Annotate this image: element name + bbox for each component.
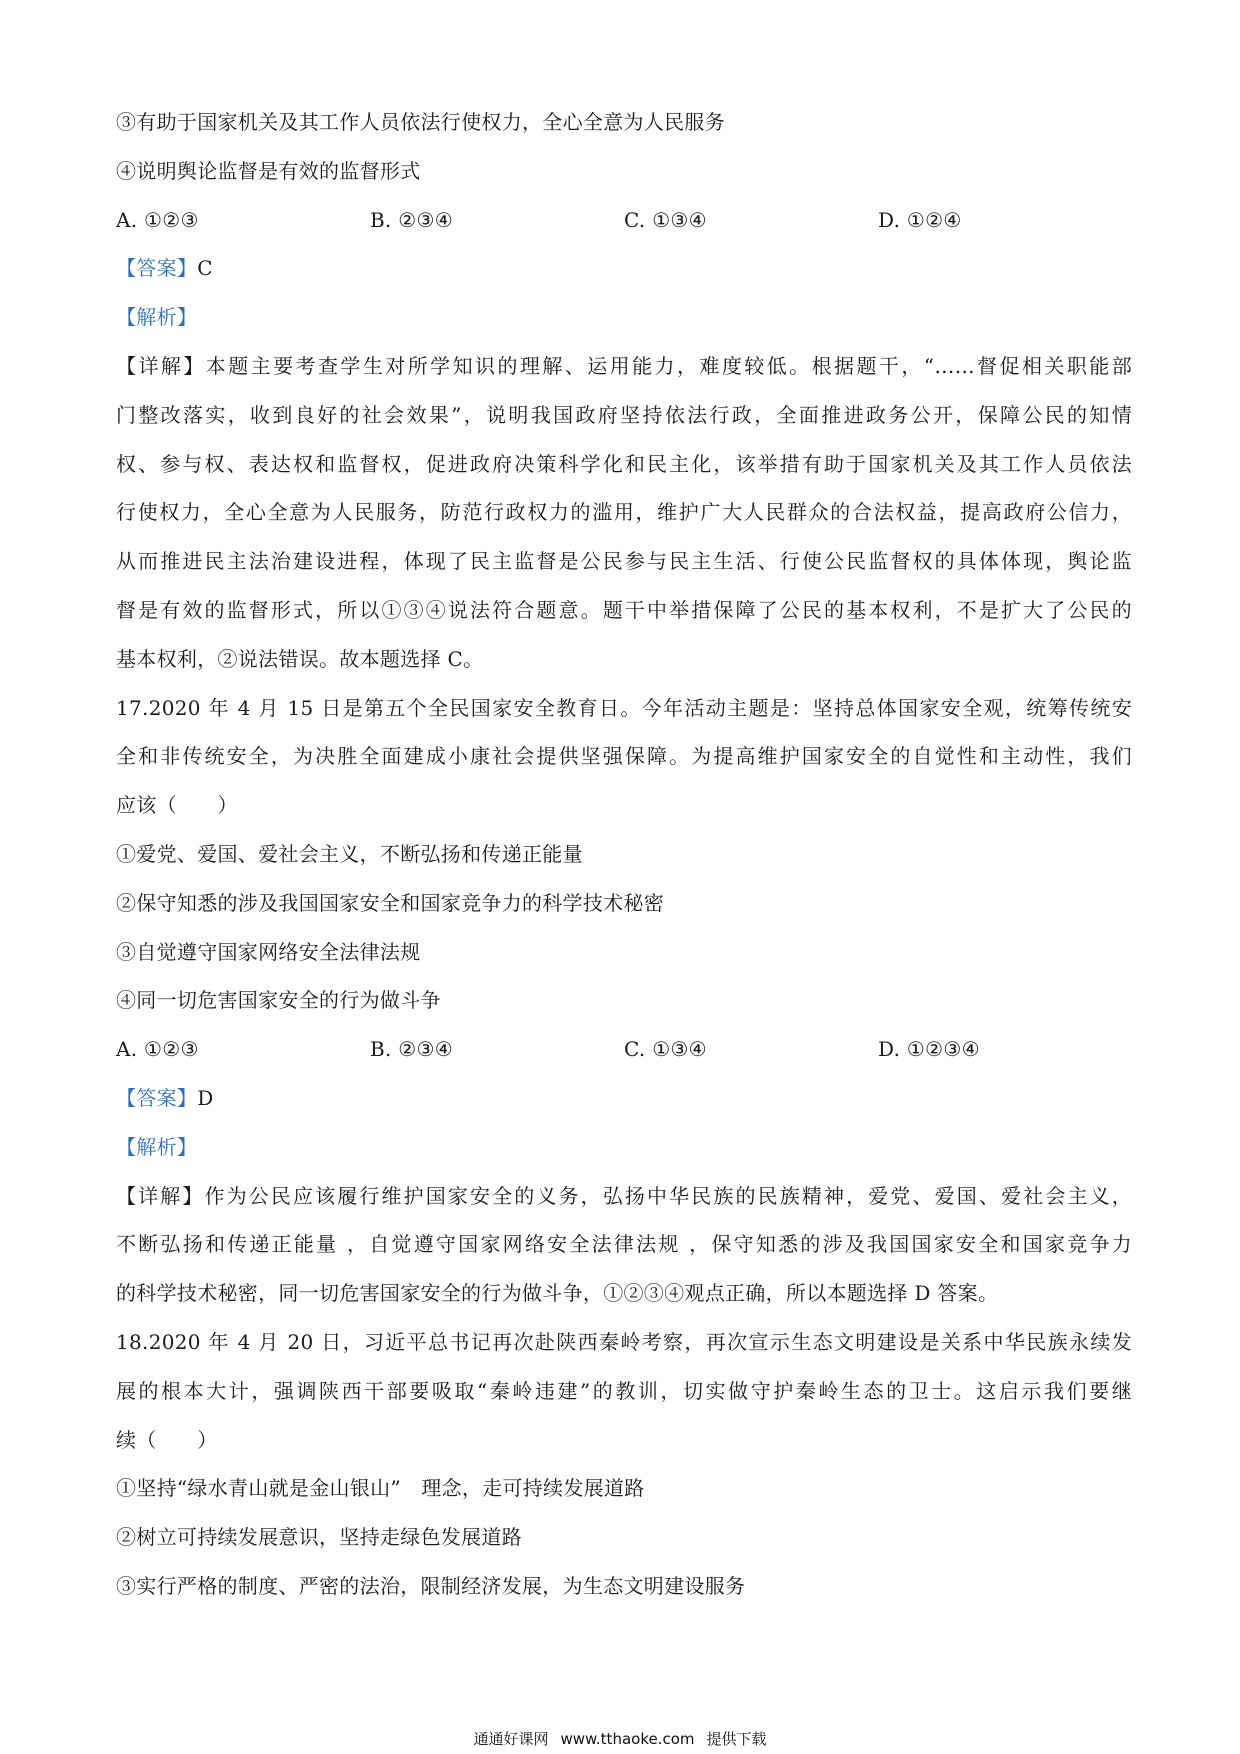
analysis-tag: 【解析】 [116, 1134, 198, 1159]
q17-statement: ③自觉遵守国家网络安全法律法规 [116, 939, 421, 964]
q18-statement: ②树立可持续发展意识，坚持走绿色发展道路 [116, 1525, 522, 1550]
q17-statement: ①爱党、爱国、爱社会主义，不断弘扬和传递正能量 [116, 841, 583, 866]
q18-stem-line: 18.2020 年 4 月 20 日，习近平总书记再次赴陕西秦岭考察，再次宣示生态文明建设是关系中华民族永续发 [116, 1329, 1132, 1354]
answer-value: C [197, 256, 213, 281]
q16-option-d: D. ①②④ [878, 207, 962, 232]
footer-site-name: 通通好课网 [473, 1730, 549, 1748]
q16-option-a: A. ①②③ [116, 207, 199, 232]
analysis-tag: 【解析】 [116, 305, 198, 330]
q16-options [116, 196, 1132, 245]
q18-stem-line: 展的根本大计，强调陕西干部要吸取“秦岭违建”的教训，切实做守护秦岭生态的卫士。这启示我们要继 [116, 1378, 1132, 1403]
q17-option-a: A. ①②③ [116, 1037, 199, 1062]
q17-stem-line: 应该（ ） [116, 793, 238, 818]
q17-analysis-heading [116, 1123, 1132, 1172]
q16-detail-line: 权、参与权、表达权和监督权，促进政府决策科学化和民主化，该举措有助于国家机关及其工作人员依法 [116, 451, 1132, 476]
q16-statement-3: ③有助于国家机关及其工作人员依法行使权力，全心全意为人民服务 [116, 110, 725, 134]
q16-analysis-heading [116, 293, 1132, 342]
q18-stem-line: 续（ ） [116, 1427, 218, 1452]
q16-detail-line: 基本权利，②说法错误。故本题选择 C。 [116, 646, 484, 671]
q16-detail-line [116, 342, 1132, 391]
q17-detail-line: 的科学技术秘密，同一切危害国家安全的行为做斗争，①②③④观点正确，所以本题选择 D 答案。 [116, 1281, 999, 1306]
q17-stem-line: 17.2020 年 4 月 15 日是第五个全民国家安全教育日。今年活动主题是：坚持总体国家安全观，统筹传统安 [116, 695, 1132, 720]
footer-note: 提供下载 [706, 1730, 767, 1748]
footer-url[interactable]: www.tthaoke.com [560, 1730, 695, 1748]
q17-stem-line: 全和非传统安全，为决胜全面建成小康社会提供坚强保障。为提高维护国家安全的自觉性和主动性，我们 [116, 744, 1132, 769]
page-footer [0, 1728, 1240, 1749]
q16-answer [116, 244, 1132, 293]
q17-statement: ④同一切危害国家安全的行为做斗争 [116, 988, 441, 1013]
q17-option-c: C. ①③④ [624, 1037, 707, 1062]
q16-detail-line: 从而推进民主法治建设进程，体现了民主监督是公民参与民主生活、行使公民监督权的具体体现，舆论监 [116, 549, 1132, 574]
detail-tag: 【详解】 [116, 353, 206, 378]
q17-detail-line [116, 1172, 1132, 1221]
detail-text: 本题主要考查学生对所学知识的理解、运用能力，难度较低。根据题干，“……督促相关职能部 [205, 353, 1133, 378]
q18-statement: ①坚持“绿水青山就是金山银山” 理念，走可持续发展道路 [116, 1476, 645, 1501]
q16-detail-line: 督是有效的监督形式，所以①③④说法符合题意。题干中举措保障了公民的基本权利，不是扩大了公民的 [116, 597, 1132, 622]
q16-option-c: C. ①③④ [624, 207, 707, 232]
q16-option-b: B. ②③④ [370, 207, 454, 232]
answer-tag: 【答案】 [116, 1085, 198, 1110]
page-content [116, 98, 1132, 1611]
q16-detail-line: 门整改落实，收到良好的社会效果”，说明我国政府坚持依法行政，全面推进政务公开，保障公民的知情 [116, 402, 1132, 427]
q17-option-b: B. ②③④ [370, 1037, 454, 1062]
q16-detail-line: 行使权力，全心全意为人民服务，防范行政权力的滥用，维护广大人民群众的合法权益，提高政府公信力， [116, 500, 1132, 525]
q17-detail-line: 不断弘扬和传递正能量 ，自觉遵守国家网络安全法律法规 ，保守知悉的涉及我国国家安全和国家竞争力 [116, 1232, 1132, 1257]
q18-statement: ③实行严格的制度、严密的法治，限制经济发展，为生态文明建设服务 [116, 1573, 746, 1598]
detail-text: 作为公民应该履行维护国家安全的义务，弘扬中华民族的民族精神，爱党、爱国、爱社会主义， [204, 1183, 1132, 1208]
q17-option-d: D. ①②③④ [878, 1037, 980, 1062]
q16-statement-4: ④说明舆论监督是有效的监督形式 [116, 158, 421, 183]
answer-tag: 【答案】 [116, 256, 198, 281]
detail-tag: 【详解】 [116, 1183, 205, 1208]
answer-value: D [197, 1085, 214, 1110]
q17-statement: ②保守知悉的涉及我国国家安全和国家竞争力的科学技术秘密 [116, 890, 665, 915]
q17-answer [116, 1074, 1132, 1123]
q17-options [116, 1025, 1132, 1074]
